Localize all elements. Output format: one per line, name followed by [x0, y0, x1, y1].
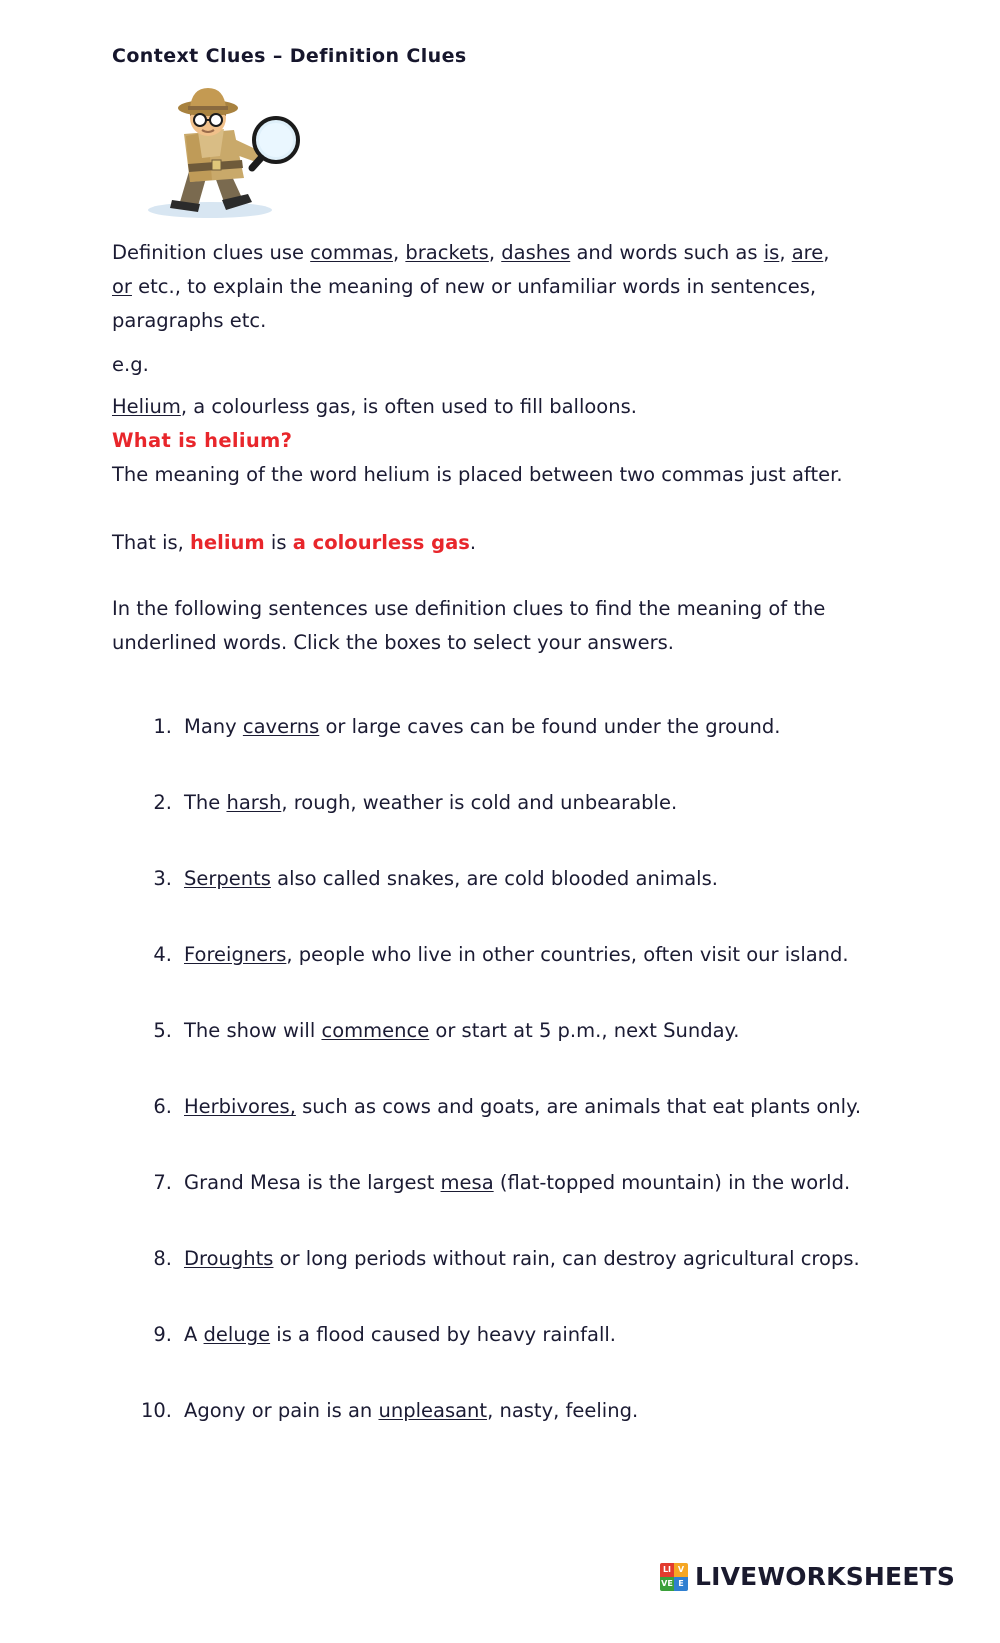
- item-before: Agony or pain is an: [184, 1399, 379, 1422]
- logo-letter-ve: V: [674, 1563, 688, 1577]
- list-item: [130, 940, 920, 970]
- item-underlined-word[interactable]: caverns: [242, 715, 320, 738]
- list-item: [130, 712, 920, 742]
- logo-letter-e: E: [674, 1577, 688, 1591]
- item-text: [184, 788, 920, 818]
- intro-part-2: ,: [392, 241, 406, 264]
- example-question: What is helium?: [112, 429, 293, 452]
- item-text: [184, 1320, 920, 1350]
- answer-mid: is: [264, 531, 293, 554]
- item-text: [184, 1168, 920, 1198]
- item-after: or start at 5 p.m., next Sunday.: [429, 1019, 740, 1042]
- item-number: 5.: [153, 1019, 172, 1042]
- intro-part-4: ,: [488, 241, 502, 264]
- item-after: is a flood caused by heavy rainfall.: [270, 1323, 616, 1346]
- example-sentence-rest: , a colourless gas, is often used to fill balloons.: [180, 395, 637, 418]
- item-number: 3.: [153, 867, 172, 890]
- example-answer: [112, 526, 852, 560]
- answer-definition: a colourless gas: [292, 531, 470, 554]
- intro-paragraph: [112, 236, 842, 338]
- answer-word: helium: [190, 531, 265, 554]
- item-number: 1.: [153, 715, 172, 738]
- item-after: or large caves can be found under the ground.: [319, 715, 781, 738]
- example-label: e.g.: [112, 353, 149, 376]
- intro-part-12: etc., to explain the meaning of new or unfamiliar words in sentences, paragraphs etc.: [112, 275, 817, 332]
- list-item: [130, 1016, 920, 1046]
- item-underlined-word[interactable]: harsh: [226, 791, 282, 814]
- example-explanation: The meaning of the word helium is placed between two commas just after.: [112, 463, 843, 486]
- item-underlined-word[interactable]: deluge: [203, 1323, 271, 1346]
- item-text: [184, 864, 920, 894]
- item-number: 10.: [140, 1399, 172, 1422]
- intro-part-11: or: [112, 275, 132, 298]
- intro-part-7: is: [763, 241, 780, 264]
- item-number: 6.: [153, 1095, 172, 1118]
- item-text: [184, 1092, 920, 1122]
- intro-part-6: and words such as: [570, 241, 764, 264]
- logo-letter-v: VE: [660, 1577, 674, 1591]
- logo-text: LIVEWORKSHEETS: [695, 1562, 956, 1591]
- answer-suffix: .: [469, 531, 477, 554]
- item-before: Many: [184, 715, 243, 738]
- item-underlined-word[interactable]: Serpents: [184, 867, 271, 890]
- intro-part-5: dashes: [501, 241, 571, 264]
- intro-part-8: ,: [779, 241, 792, 264]
- item-underlined-word[interactable]: Herbivores,: [184, 1095, 296, 1118]
- instructions: In the following sentences use definition clues to find the meaning of the underlined words. Click the boxes to select your answers.: [112, 597, 826, 654]
- item-before: Grand Mesa is the largest: [184, 1171, 441, 1194]
- item-after: also called snakes, are cold blooded animals.: [270, 867, 718, 890]
- item-after: , people who live in other countries, often visit our island.: [286, 943, 849, 966]
- list-item: [130, 788, 920, 818]
- item-after: or long periods without rain, can destroy agricultural crops.: [273, 1247, 860, 1270]
- item-number: 2.: [153, 791, 172, 814]
- item-text: [184, 940, 920, 970]
- item-underlined-word[interactable]: Droughts: [184, 1247, 274, 1270]
- list-item: [130, 1396, 920, 1426]
- page-title: Context Clues – Definition Clues: [112, 45, 467, 67]
- example-sentence: [112, 390, 872, 424]
- item-text: [184, 712, 920, 742]
- item-text: [184, 1016, 920, 1046]
- item-text: [184, 1396, 920, 1426]
- answer-prefix: That is,: [112, 531, 191, 554]
- detective-with-magnifying-glass-icon: [128, 82, 308, 222]
- item-after: , rough, weather is cold and unbearable.: [281, 791, 678, 814]
- intro-part-10: ,: [823, 241, 830, 264]
- item-after: such as cows and goats, are animals that eat plants only.: [295, 1095, 862, 1118]
- item-underlined-word[interactable]: commence: [321, 1019, 430, 1042]
- item-underlined-word[interactable]: mesa: [440, 1171, 494, 1194]
- liveworksheets-footer: [660, 1562, 955, 1591]
- item-number: 9.: [153, 1323, 172, 1346]
- item-number: 4.: [153, 943, 172, 966]
- intro-part-1: commas: [310, 241, 393, 264]
- list-item: [130, 1244, 920, 1274]
- item-after: , nasty, feeling.: [487, 1399, 639, 1422]
- list-item: [130, 864, 920, 894]
- item-before: The: [184, 791, 227, 814]
- question-list: [130, 712, 920, 1472]
- list-item: [130, 1320, 920, 1350]
- liveworksheets-logo-icon: [660, 1563, 688, 1591]
- item-underlined-word[interactable]: unpleasant: [378, 1399, 488, 1422]
- intro-part-0: Definition clues use: [112, 241, 311, 264]
- item-underlined-word[interactable]: Foreigners: [184, 943, 287, 966]
- list-item: [130, 1168, 920, 1198]
- item-number: 8.: [153, 1247, 172, 1270]
- item-number: 7.: [153, 1171, 172, 1194]
- intro-part-9: are: [791, 241, 824, 264]
- item-after: (flat-topped mountain) in the world.: [493, 1171, 851, 1194]
- item-before: The show will: [184, 1019, 322, 1042]
- intro-part-3: brackets: [405, 241, 489, 264]
- item-text: [184, 1244, 920, 1274]
- item-before: A: [184, 1323, 204, 1346]
- list-item: [130, 1092, 920, 1122]
- example-underlined-word: Helium: [112, 395, 181, 418]
- logo-letter-li: LI: [660, 1563, 674, 1577]
